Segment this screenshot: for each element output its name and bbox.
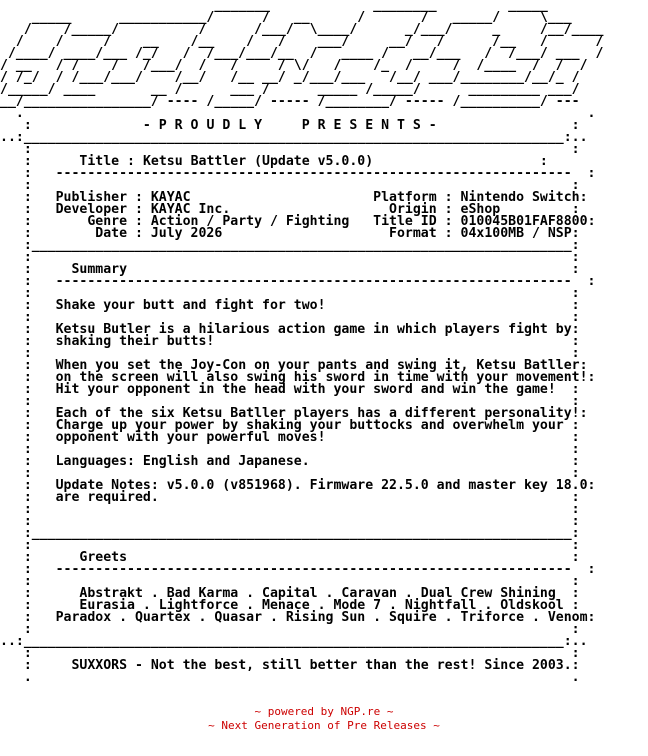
logo-line: / / / __ /__ / / ___/ __/ / /__ / / xyxy=(0,34,604,49)
summary-line: Each of the six Ketsu Batller players has a different personality! xyxy=(55,406,580,421)
summary-line: Update Notes: v5.0.0 (v851968). Firmware 22.5.0 and master key 18.0 xyxy=(55,478,588,493)
summary-line: shaking their butts! xyxy=(55,334,215,349)
logo-line: /_____/ ____ __ / ___ / _____ /_____/ _________ ___/ xyxy=(0,82,580,97)
nfo-text: _______ ________ _____ _____ ___________/ / __ / / _____/ \___ / /_____/ / /___/ \____/ _/___/ _ /__/____ / / / __ /__ / / ___/ __/ / /__ / / /____/ ____/___ /_/ / /___/___/__ / ____ / __/___ / /___/ ___ / / __ / / / /___/ / / / \/ / /_ / / /____ / / / / /_/ / /___/___/ /__/ /__ __/ _/___/___ /__/ ___/________/__/_ / /_____/ ____ __ / ___ / _____ /_____/ _________ ___/ __/________________/ ---- /_____/ ----- /________/ ----- /__________/ --- . . : - P R O U D L Y P R E S E N T S - : ..:____________________________________________________________________:.. : : : Title : Ketsu Battler (Update v5.0.0) : : ----------------------------------------------------------------- : : : : Publisher : KAYAC Platform : Nintendo Switch: : Developer : KAYAC Inc. Origin : eShop : : Genre : Action / Party / Fighting Title ID : 010045B01FAF8800: : Date : July 2026 Format : 04x100MB / NSP: :____________________________________________________________________: : : : Summary : : ----------------------------------------------------------------- : : : : Shake your butt and fight for two! : : : : Ketsu Butler is a hilarious action game in which players fight by: : shaking their butts! : : : : When you set the Joy-Con on your pants and swing it, Ketsu Batller: : on the screen will also swing his sword in time with your movement!: : Hit your opponent in the head with your sword and win the game! : : : : Each of the six Ketsu Batller players has a different personality!: : Charge up your power by shaking your buttocks and overwhelm your : : opponent with your powerful moves! : : : : Languages: English and Japanese. : : : : Update Notes: v5.0.0 (v851968). Firmware 22.5.0 and master key 18.0: : are required. : : : : : :____________________________________________________________________: : : : Greets : : ----------------------------------------------------------------- : : : : Abstrakt . Bad Karma . Capital . Caravan . Dual Crew Shining : : Eurasia . Lightforce . Menace . Mode 7 . Nightfall . Oldskool : : Paradox . Quartex . Quasar . Rising Sun . Squire . Triforce . Venom: : : ..:____________________________________________________________________:.. : : : SUXXORS - Not the best, still better than the rest! Since 2003.: . . xyxy=(0,0,604,685)
summary-line: are required. xyxy=(55,490,159,505)
release-title: Ketsu Battler (Update v5.0.0) xyxy=(142,154,374,169)
title-label: Title : xyxy=(79,154,143,169)
summary-line: Hit your opponent in the head with your sword and win the game! xyxy=(55,382,556,397)
greets-line: Eurasia . Lightforce . Menace . Mode 7 . Nightfall . Oldskool xyxy=(79,598,564,613)
greets-line: Abstrakt . Bad Karma . Capital . Caravan . Dual Crew Shining xyxy=(79,586,556,601)
summary-line: Shake your butt and fight for two! xyxy=(55,298,326,313)
origin-value: eShop xyxy=(460,202,501,217)
greets-line: Paradox . Quartex . Quasar . Rising Sun . Squire . Triforce . Venom xyxy=(55,610,588,625)
footer-tagline: ~ Next Generation of Pre Releases ~ xyxy=(208,719,440,732)
publisher-label: Publisher : xyxy=(55,190,151,205)
origin-label: Origin : xyxy=(373,202,461,217)
date-label: Date : xyxy=(55,226,151,241)
logo-line: / /_/ / /___/___/ /__/ /__ __/ _/___/___ /__/ ___/________/__/_ / xyxy=(0,70,580,85)
genre-value: Action / Party / Fighting xyxy=(150,214,374,229)
publisher-value: KAYAC xyxy=(150,190,374,205)
format-value: 04x100MB / NSP xyxy=(460,226,572,241)
date-value: July 2026 xyxy=(150,226,374,241)
logo-line: / /_____/ / /___/ \____/ _/___/ _ /__/____ xyxy=(0,22,604,37)
presents-banner: - P R O U D L Y P R E S E N T S - xyxy=(142,118,437,133)
platform-label: Platform : xyxy=(373,190,461,205)
genre-label: Genre : xyxy=(55,214,151,229)
summary-line: on the screen will also swing his sword in time with your movement! xyxy=(55,370,588,385)
logo-line: /____/ ____/___ /_/ / /___/___/__ / ____ / __/___ / /___/ ___ / xyxy=(0,46,604,61)
developer-value: KAYAC Inc. xyxy=(150,202,374,217)
footer-powered-by: ~ powered by NGP.re ~ xyxy=(254,705,394,718)
format-label: Format : xyxy=(373,226,461,241)
summary-heading: Summary xyxy=(71,262,128,277)
group-tagline: SUXXORS - Not the best, still better than the rest! Since 2003. xyxy=(71,658,572,673)
platform-value: Nintendo Switch xyxy=(460,190,580,205)
summary-line: Ketsu Butler is a hilarious action game in which players fight by xyxy=(55,322,572,337)
summary-line: Languages: English and Japanese. xyxy=(55,454,310,469)
developer-label: Developer : xyxy=(55,202,151,217)
logo-line: _______ ________ _____ xyxy=(0,0,548,13)
summary-line: opponent with your powerful moves! xyxy=(55,430,326,445)
title-id-label: Title ID : xyxy=(373,214,461,229)
greets-heading: Greets xyxy=(79,550,128,565)
title-id-value: 010045B01FAF8800 xyxy=(460,214,588,229)
summary-line: Charge up your power by shaking your buttocks and overwhelm your xyxy=(55,418,564,433)
logo-line: / __ / / / /___/ / / / \/ / /_ / / /____ / / / xyxy=(0,58,588,73)
logo-line: __/________________/ ---- /_____/ ----- /________/ ----- /__________/ --- xyxy=(0,94,580,109)
logo-line: _____ ___________/ / __ / / _____/ \___ xyxy=(0,10,572,25)
summary-line: When you set the Joy-Con on your pants and swing it, Ketsu Batller xyxy=(55,358,580,373)
